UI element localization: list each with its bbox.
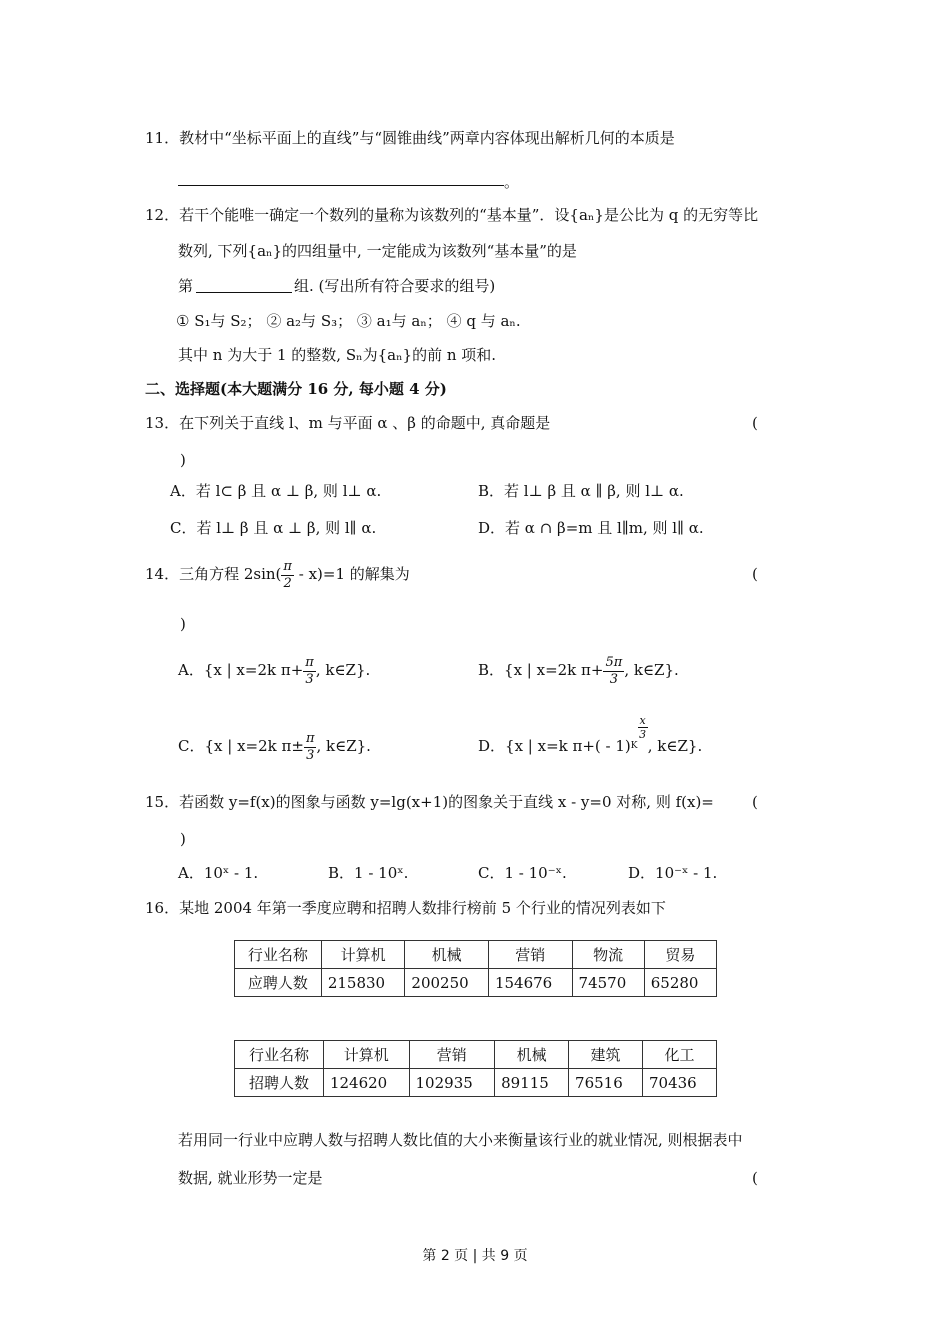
q14-b-num: 5π [605, 654, 623, 670]
table-header-cell: 贸易 [644, 941, 716, 969]
table-header-cell: 行业名称 [235, 1041, 324, 1069]
q12-line3-post: 组. (写出所有符合要求的组号) [294, 277, 496, 295]
q12-line2: 数列, 下列{aₙ}的四组量中, 一定能成为该数列“基本量”的是 [178, 242, 577, 260]
q14-c-num: π [305, 730, 315, 746]
q13-option-d: D．若 α ∩ β=m 且 l∥m, 则 l∥ α. [478, 519, 704, 537]
q13-paren-open: ( [752, 414, 758, 432]
applicants-table [234, 940, 717, 997]
q14-b-den: 3 [609, 671, 619, 687]
q14-d-pre: D．{x | x=k π+( - 1) [478, 737, 631, 755]
q14-option-c [178, 728, 371, 764]
q12-line3-pre: 第 [178, 277, 194, 295]
q14-b-pre: B．{x | x=2k π+ [478, 661, 604, 679]
q14-a-den: 3 [305, 671, 314, 687]
table-cell: 70436 [643, 1069, 717, 1097]
q14-a-fraction [303, 655, 316, 688]
q14-option-b [478, 652, 679, 688]
table-row [235, 969, 717, 997]
q13-option-b: B．若 l⊥ β 且 α ∥ β, 则 l⊥ α. [478, 482, 684, 500]
q15-paren-open: ( [752, 793, 758, 811]
page-footer: 第 2 页 | 共 9 页 [422, 1248, 528, 1264]
table-header-cell: 计算机 [323, 1041, 409, 1069]
table-row-label: 应聘人数 [235, 969, 322, 997]
q16-paren-open: ( [752, 1169, 758, 1187]
q12-options: ① S₁与 S₂； ② a₂与 S₃； ③ a₁与 aₙ； ④ q 与 aₙ. [176, 312, 521, 330]
q14-d-num: x [639, 714, 646, 727]
q14-c-post: , k∈Z}. [316, 737, 371, 755]
table-header-cell: 计算机 [321, 941, 405, 969]
q14-stem-post: - x)=1 的解集为 [293, 565, 410, 583]
q15-stem: 15．若函数 y=f(x)的图象与函数 y=lg(x+1)的图象关于直线 x - y=0 对称, 则 f(x)= [145, 793, 714, 811]
table-cell: 89115 [495, 1069, 569, 1097]
q16-stem: 16．某地 2004 年第一季度应聘和招聘人数排行榜前 5 个行业的情况列表如下 [145, 899, 666, 917]
q11-stem: 11．教材中“坐标平面上的直线”与“圆锥曲线”两章内容体现出解析几何的本质是 [145, 129, 675, 147]
q14-a-post: , k∈Z}. [315, 661, 371, 679]
q13-stem: 13．在下列关于直线 l、m 与平面 α 、β 的命题中, 真命题是 [145, 414, 551, 432]
q14-b-fraction [603, 655, 624, 688]
q14-stem [145, 556, 410, 592]
q14-stem-fraction [281, 559, 294, 592]
recruitment-table [234, 1040, 717, 1097]
table-row [235, 1041, 717, 1069]
q16-followup-line2: 数据, 就业形势一定是 [178, 1169, 323, 1187]
table-cell: 65280 [644, 969, 716, 997]
q12-stem: 12．若干个能唯一确定一个数列的量称为该数列的“基本量”．设{aₙ}是公比为 q 的无穷等比 [145, 206, 759, 224]
q11-end-mark: 。 [504, 173, 520, 191]
q15-option-c: C．1 - 10⁻ˣ. [478, 864, 567, 882]
q14-d-post: , k∈Z}. [647, 737, 703, 755]
table-header-cell: 营销 [488, 941, 572, 969]
q14-c-den: 3 [306, 747, 315, 763]
q14-stem-pre: 14．三角方程 2sin( [145, 565, 282, 583]
table-row [235, 941, 717, 969]
table-cell: 74570 [572, 969, 644, 997]
q13-option-c: C．若 l⊥ β 且 α ⊥ β, 则 l∥ α. [170, 519, 377, 537]
table-row [235, 1069, 717, 1097]
table-header-cell: 行业名称 [235, 941, 322, 969]
table-cell: 200250 [405, 969, 489, 997]
section-title: 二、选择题(本大题满分 16 分, 每小题 4 分) [145, 380, 447, 398]
q14-d-fraction [638, 714, 648, 741]
q14-paren-close: ) [180, 615, 186, 633]
q12-note: 其中 n 为大于 1 的整数, Sₙ为{aₙ}的前 n 项和. [178, 346, 497, 364]
q14-paren-open: ( [752, 565, 758, 583]
table-header-cell: 化工 [643, 1041, 717, 1069]
q15-option-d: D．10⁻ˣ - 1. [628, 864, 718, 882]
table-cell: 76516 [569, 1069, 643, 1097]
table-header-cell: 建筑 [569, 1041, 643, 1069]
table-row-label: 招聘人数 [235, 1069, 324, 1097]
q14-option-d [478, 714, 702, 774]
q15-paren-close: ) [180, 830, 186, 848]
q14-a-pre: A．{x | x=2k π+ [178, 661, 304, 679]
table-cell: 215830 [321, 969, 405, 997]
q14-c-pre: C．{x | x=2k π± [178, 737, 304, 755]
table-header-cell: 机械 [405, 941, 489, 969]
q14-stem-frac-den: 2 [283, 575, 292, 591]
q13-option-a: A．若 l⊂ β 且 α ⊥ β, 则 l⊥ α. [170, 482, 382, 500]
table-header-cell: 营销 [409, 1041, 495, 1069]
q14-b-post: , k∈Z}. [624, 661, 679, 679]
table-cell: 124620 [323, 1069, 409, 1097]
q13-paren-close: ) [180, 451, 186, 469]
q11-answer-blank [178, 185, 504, 186]
q14-a-num: π [305, 654, 314, 670]
q16-followup-line1: 若用同一行业中应聘人数与招聘人数比值的大小来衡量该行业的就业情况, 则根据表中 [178, 1131, 743, 1149]
q15-option-b: B．1 - 10ˣ. [328, 864, 409, 882]
q14-c-fraction [304, 731, 317, 764]
table-header-cell: 机械 [495, 1041, 569, 1069]
table-header-cell: 物流 [572, 941, 644, 969]
table-cell: 102935 [409, 1069, 495, 1097]
table-cell: 154676 [488, 969, 572, 997]
q15-option-a: A．10ˣ - 1. [178, 864, 259, 882]
q14-d-sup-k: K [630, 741, 638, 751]
q12-answer-blank [196, 292, 292, 293]
q14-stem-frac-num: π [283, 558, 292, 574]
q14-option-a [178, 652, 370, 688]
q14-d-den: 3 [639, 728, 647, 741]
